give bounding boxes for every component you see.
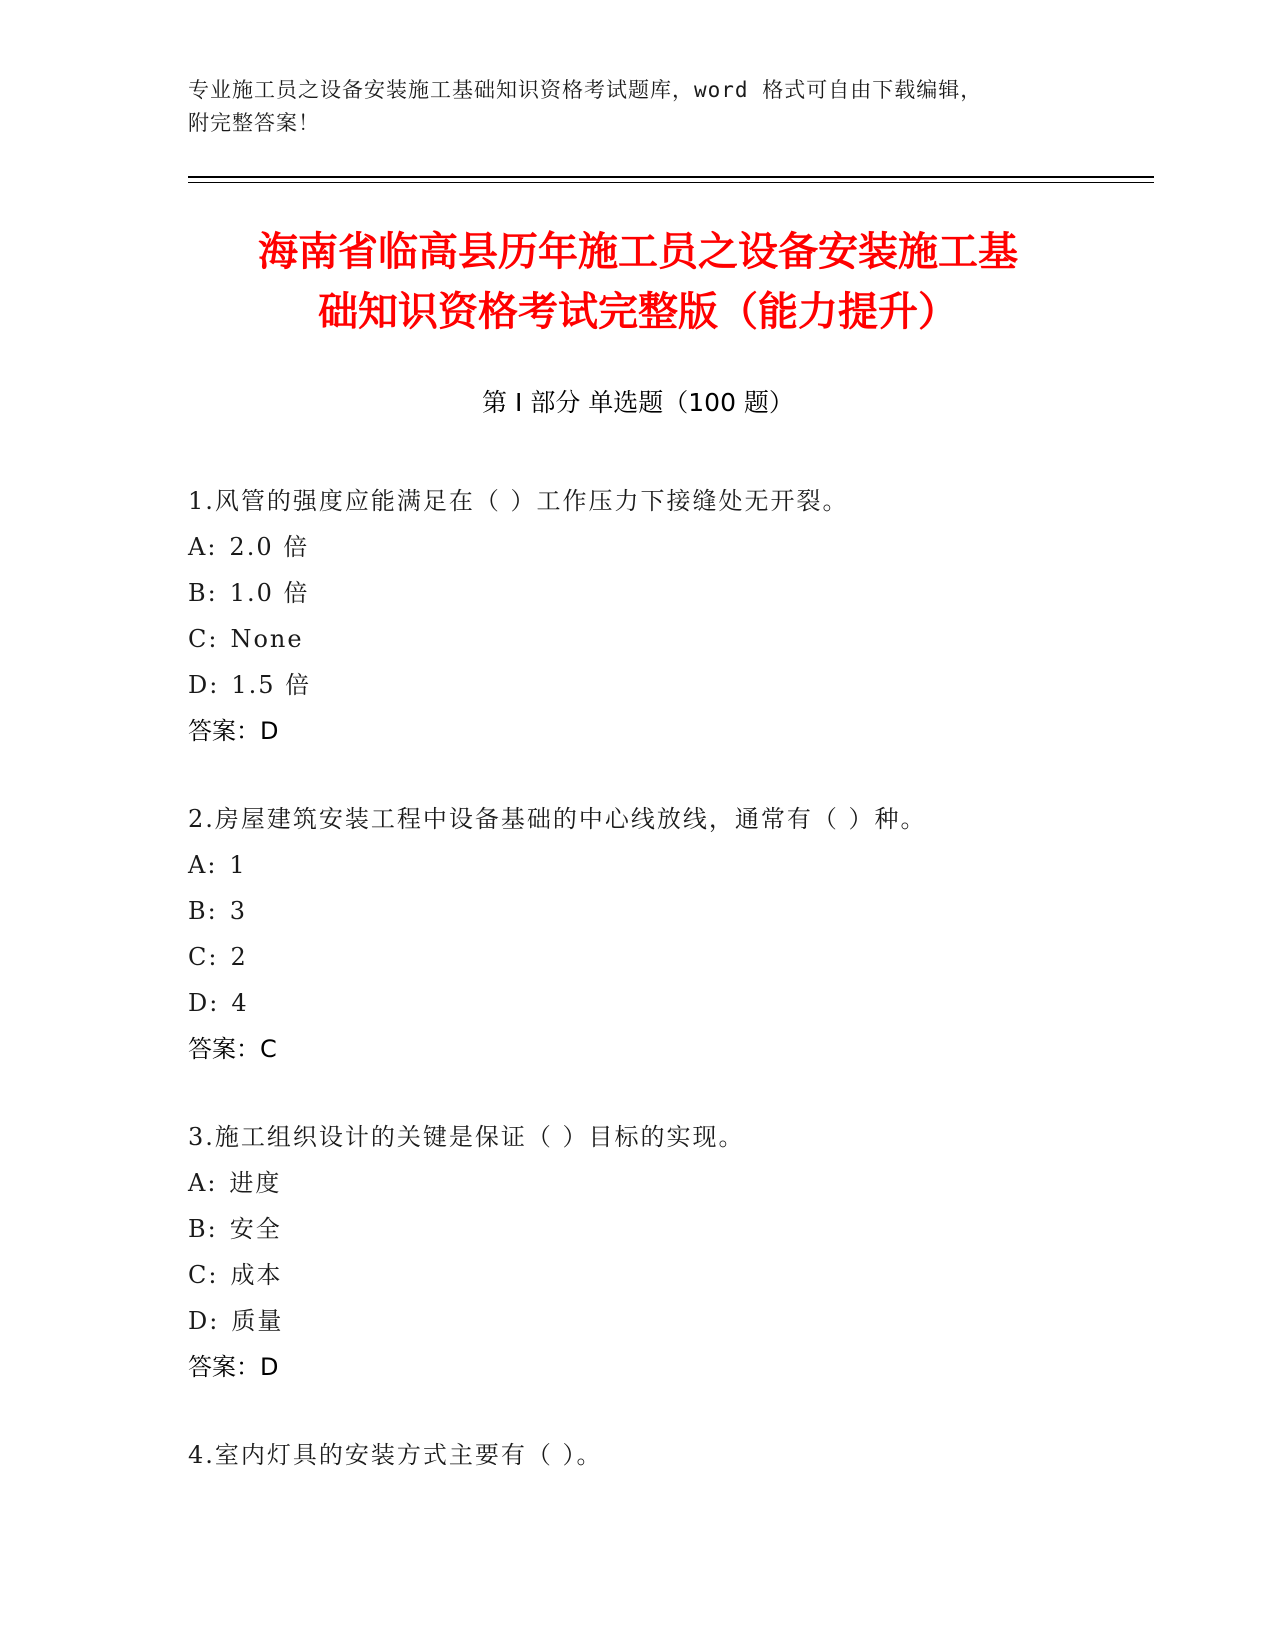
answer-line: 答案：C [188, 1035, 277, 1063]
header-divider-thick [188, 176, 1154, 178]
option-letter: D: [188, 989, 220, 1017]
question-stem: 2.房屋建筑安装工程中设备基础的中心线放线，通常有（ ）种。 [188, 805, 927, 833]
option-letter: B: [188, 897, 218, 925]
question-3 [188, 1114, 1154, 1390]
option-text: 质量 [231, 1307, 284, 1335]
option-text: 2.0 倍 [229, 533, 310, 561]
section-title: 第 I 部分 单选题（100 题） [482, 388, 794, 417]
option-text: 成本 [230, 1261, 283, 1289]
option-text: 1.5 倍 [231, 671, 312, 699]
document-title-line-1: 海南省临高县历年施工员之设备安装施工基 [258, 229, 1018, 275]
question-1 [188, 478, 1154, 754]
option-letter: C: [188, 625, 219, 653]
option-letter: C: [188, 943, 219, 971]
option-text: None [230, 625, 304, 653]
option-b [188, 888, 1154, 934]
option-letter: B: [188, 579, 218, 607]
option-a [188, 842, 1154, 888]
option-text: 进度 [229, 1169, 282, 1197]
header-note-line-2: 附完整答案！ [188, 111, 320, 135]
option-a [188, 524, 1154, 570]
option-letter: A: [188, 851, 218, 879]
header-note-line-1: 专业施工员之设备安装施工基础知识资格考试题库，word 格式可自由下载编辑， [188, 78, 983, 102]
option-text: 2 [230, 943, 248, 971]
option-d [188, 980, 1154, 1026]
document-title-line-2: 础知识资格考试完整版（能力提升） [318, 289, 958, 335]
option-text: 1 [229, 851, 247, 879]
option-text: 4 [231, 989, 249, 1017]
answer-line: 答案：D [188, 1353, 279, 1381]
option-b [188, 1206, 1154, 1252]
option-text: 3 [229, 897, 248, 925]
option-d [188, 1298, 1154, 1344]
question-stem: 1.风管的强度应能满足在（ ）工作压力下接缝处无开裂。 [188, 487, 849, 515]
option-c [188, 1252, 1154, 1298]
question-stem: 4.室内灯具的安装方式主要有（ ）。 [188, 1441, 603, 1469]
option-text: 安全 [229, 1215, 282, 1243]
option-text: 1.0 倍 [229, 579, 310, 607]
question-list [188, 478, 1154, 1520]
question-4 [188, 1432, 1154, 1478]
option-letter: B: [188, 1215, 218, 1243]
option-d [188, 662, 1154, 708]
option-c [188, 934, 1154, 980]
option-letter: A: [188, 533, 218, 561]
option-letter: C: [188, 1261, 219, 1289]
question-stem: 3.施工组织设计的关键是保证（ ）目标的实现。 [188, 1123, 745, 1151]
option-letter: D: [188, 1307, 220, 1335]
header-divider-thin [188, 182, 1154, 183]
option-b [188, 570, 1154, 616]
option-letter: D: [188, 671, 220, 699]
question-2 [188, 796, 1154, 1072]
header-note [188, 74, 1088, 140]
answer-line: 答案：D [188, 717, 279, 745]
document-title [188, 222, 1088, 342]
option-a [188, 1160, 1154, 1206]
option-c [188, 616, 1154, 662]
option-letter: A: [188, 1169, 218, 1197]
